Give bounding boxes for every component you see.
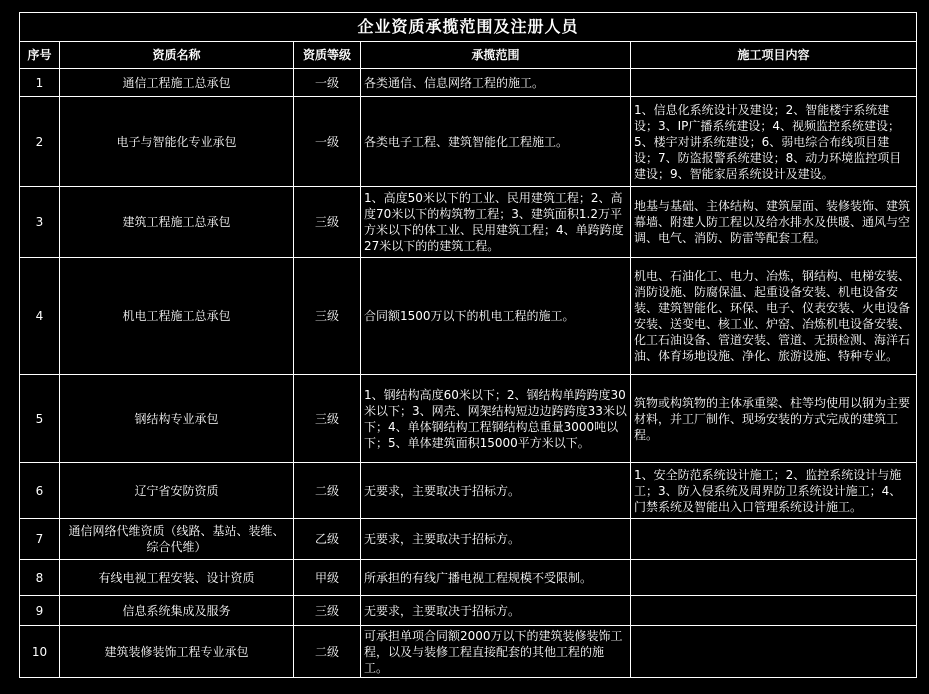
cell-seq: 6 xyxy=(20,463,60,519)
qualification-table xyxy=(19,12,917,678)
cell-seq: 9 xyxy=(20,596,60,626)
cell-grade: 甲级 xyxy=(294,560,361,596)
table-row xyxy=(20,97,917,187)
cell-seq: 8 xyxy=(20,560,60,596)
cell-name: 钢结构专业承包 xyxy=(60,375,294,463)
cell-scope: 各类电子工程、建筑智能化工程施工。 xyxy=(361,97,631,187)
cell-name: 通信工程施工总承包 xyxy=(60,69,294,97)
header-content: 施工项目内容 xyxy=(631,42,917,69)
cell-content: 1、安全防范系统设计施工；2、监控系统设计与施工；3、防入侵系统及周界防卫系统设计施工；4、门禁系统及智能出入口管理系统设计施工。 xyxy=(631,463,917,519)
cell-seq: 10 xyxy=(20,626,60,678)
table-row xyxy=(20,375,917,463)
cell-seq: 4 xyxy=(20,258,60,375)
cell-name: 电子与智能化专业承包 xyxy=(60,97,294,187)
cell-grade: 三级 xyxy=(294,375,361,463)
header-name: 资质名称 xyxy=(60,42,294,69)
cell-content xyxy=(631,519,917,560)
table-row xyxy=(20,187,917,258)
cell-scope: 可承担单项合同额2000万以下的建筑装修装饰工程，以及与装修工程直接配套的其他工程的施工。 xyxy=(361,626,631,678)
cell-grade: 一级 xyxy=(294,69,361,97)
cell-grade: 乙级 xyxy=(294,519,361,560)
cell-seq: 1 xyxy=(20,69,60,97)
table-row xyxy=(20,560,917,596)
table-title: 企业资质承揽范围及注册人员 xyxy=(20,13,917,42)
cell-scope: 无要求，主要取决于招标方。 xyxy=(361,463,631,519)
header-scope: 承揽范围 xyxy=(361,42,631,69)
cell-content: 筑物或构筑物的主体承重梁、柱等均使用以钢为主要材料，并工厂制作、现场安装的方式完成的建筑工程。 xyxy=(631,375,917,463)
cell-name: 辽宁省安防资质 xyxy=(60,463,294,519)
cell-scope: 无要求，主要取决于招标方。 xyxy=(361,596,631,626)
cell-name: 机电工程施工总承包 xyxy=(60,258,294,375)
cell-scope: 1、钢结构高度60米以下；2、钢结构单跨跨度30米以下；3、网壳、网架结构短边边跨跨度33米以下；4、单体钢结构工程钢结构总重量3000吨以下；5、单体建筑面积15000平方米以下。 xyxy=(361,375,631,463)
cell-content xyxy=(631,596,917,626)
table-row xyxy=(20,258,917,375)
cell-content: 地基与基础、主体结构、建筑屋面、装修装饰、建筑幕墙、附建人防工程以及给水排水及供暖、通风与空调、电气、消防、防雷等配套工程。 xyxy=(631,187,917,258)
cell-content xyxy=(631,560,917,596)
table-row xyxy=(20,519,917,560)
cell-name: 建筑工程施工总承包 xyxy=(60,187,294,258)
cell-grade: 一级 xyxy=(294,97,361,187)
table-row xyxy=(20,69,917,97)
cell-content: 机电、石油化工、电力、冶炼，钢结构、电梯安装、消防设施、防腐保温、起重设备安装、机电设备安装、建筑智能化、环保、电子、仪表安装、火电设备安装、送变电、核工业、炉窑、冶炼机电设备安装、化工石油设备、管道安装、管道、无损检测、海洋石油、体育场地设施、净化、旅游设施、特种专业。 xyxy=(631,258,917,375)
cell-scope: 所承担的有线广播电视工程规模不受限制。 xyxy=(361,560,631,596)
cell-content: 1、信息化系统设计及建设；2、智能楼宇系统建设；3、IP广播系统建设；4、视频监控系统建设；5、楼宇对讲系统建设；6、弱电综合布线项目建设；7、防盗报警系统建设；8、动力环境监控项目建设；9、智能家居系统设计及建设。 xyxy=(631,97,917,187)
cell-seq: 3 xyxy=(20,187,60,258)
cell-content xyxy=(631,69,917,97)
cell-seq: 2 xyxy=(20,97,60,187)
cell-scope: 1、高度50米以下的工业、民用建筑工程；2、高度70米以下的构筑物工程；3、建筑面积1.2万平方米以下的体工业、民用建筑工程；4、单跨跨度27米以下的的建筑工程。 xyxy=(361,187,631,258)
cell-grade: 二级 xyxy=(294,463,361,519)
cell-name: 信息系统集成及服务 xyxy=(60,596,294,626)
cell-scope: 各类通信、信息网络工程的施工。 xyxy=(361,69,631,97)
cell-seq: 5 xyxy=(20,375,60,463)
header-grade: 资质等级 xyxy=(294,42,361,69)
cell-scope: 合同额1500万以下的机电工程的施工。 xyxy=(361,258,631,375)
header-seq: 序号 xyxy=(20,42,60,69)
cell-name: 通信网络代维资质（线路、基站、装维、综合代维） xyxy=(60,519,294,560)
cell-seq: 7 xyxy=(20,519,60,560)
header-row xyxy=(20,42,917,69)
cell-content xyxy=(631,626,917,678)
cell-grade: 三级 xyxy=(294,258,361,375)
cell-grade: 三级 xyxy=(294,187,361,258)
cell-grade: 二级 xyxy=(294,626,361,678)
table-row xyxy=(20,463,917,519)
cell-grade: 三级 xyxy=(294,596,361,626)
cell-name: 建筑装修装饰工程专业承包 xyxy=(60,626,294,678)
cell-scope: 无要求，主要取决于招标方。 xyxy=(361,519,631,560)
table-row xyxy=(20,626,917,678)
table-row xyxy=(20,596,917,626)
cell-name: 有线电视工程安装、设计资质 xyxy=(60,560,294,596)
